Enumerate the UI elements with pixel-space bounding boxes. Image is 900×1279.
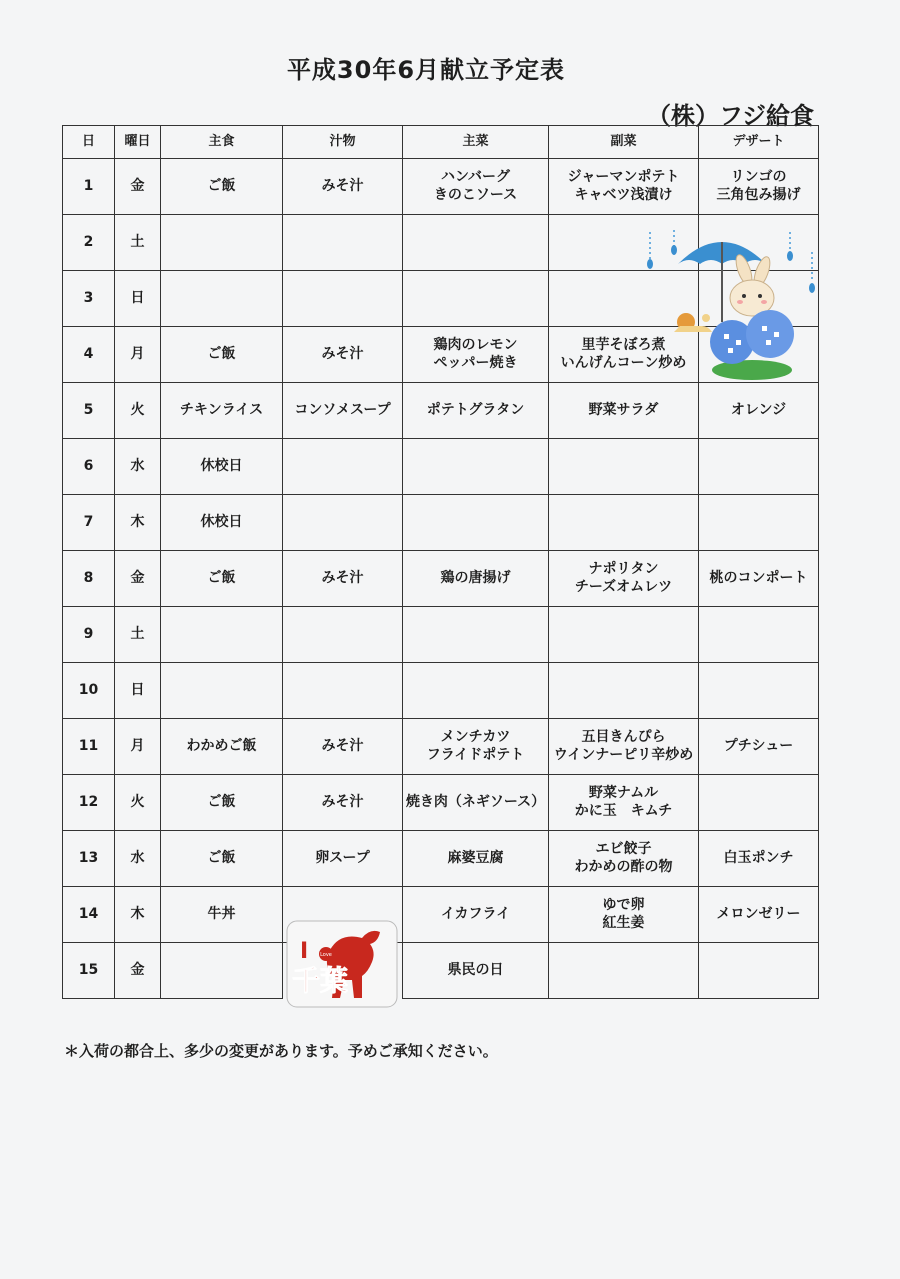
- soup-cell: みそ汁: [283, 775, 403, 831]
- table-row: [63, 831, 819, 887]
- weekday-cell: 月: [115, 327, 161, 383]
- dessert-cell-line: メロンゼリー: [716, 905, 801, 922]
- weekday-cell: 金: [115, 943, 161, 999]
- table-row: [63, 495, 819, 551]
- logo-place: 千葉: [292, 964, 349, 997]
- staple-cell: 牛丼: [161, 887, 283, 943]
- side-cell-line: 里芋そぼろ煮: [581, 337, 666, 353]
- day-cell: 15: [63, 943, 115, 999]
- col-header-side: 副菜: [549, 126, 699, 159]
- side-cell-line: 紅生姜: [602, 914, 645, 931]
- table-row: [63, 887, 819, 943]
- col-header-dessert: デザート: [699, 126, 819, 159]
- staple-cell: ご飯: [161, 831, 283, 887]
- main-cell: [403, 271, 549, 327]
- col-header-main: 主菜: [403, 126, 549, 159]
- soup-cell: みそ汁: [283, 719, 403, 775]
- side-cell: [549, 607, 699, 663]
- dessert-cell: [699, 831, 819, 887]
- side-cell-line: 野菜ナムル: [588, 785, 659, 801]
- col-header-staple: 主食: [161, 126, 283, 159]
- main-cell-line: ハンバーグ: [440, 169, 511, 185]
- dessert-cell-line: リンゴの: [730, 169, 787, 185]
- dessert-cell: [699, 663, 819, 719]
- main-cell: [403, 663, 549, 719]
- main-cell-line: ペッパー焼き: [433, 354, 518, 371]
- main-cell-line: 麻婆豆腐: [447, 849, 504, 866]
- main-cell: [403, 775, 549, 831]
- rabbit-icon: [730, 253, 774, 316]
- soup-cell: [283, 495, 403, 551]
- table-row: [63, 719, 819, 775]
- dessert-cell: [699, 495, 819, 551]
- side-cell-line: かに玉 キムチ: [574, 802, 673, 819]
- soup-cell: みそ汁: [283, 551, 403, 607]
- soup-cell: [283, 271, 403, 327]
- weekday-cell: 日: [115, 663, 161, 719]
- side-cell: [549, 663, 699, 719]
- staple-cell: ご飯: [161, 551, 283, 607]
- side-cell-line: エビ餃子: [595, 841, 652, 857]
- main-cell-line: 鶏の唐揚げ: [440, 569, 511, 586]
- table-row: [63, 383, 819, 439]
- day-cell: 8: [63, 551, 115, 607]
- table-row: [63, 551, 819, 607]
- dessert-cell-line: 三角包み揚げ: [716, 186, 801, 203]
- dessert-cell: [699, 719, 819, 775]
- weekday-cell: 金: [115, 551, 161, 607]
- weekday-cell: 日: [115, 271, 161, 327]
- dessert-cell-line: 白玉ポンチ: [723, 849, 794, 866]
- table-row: [63, 159, 819, 215]
- main-cell: [403, 607, 549, 663]
- side-cell: [549, 159, 699, 215]
- col-header-day: 日: [63, 126, 115, 159]
- weekday-cell: 水: [115, 831, 161, 887]
- staple-cell: [161, 663, 283, 719]
- weekday-cell: 火: [115, 775, 161, 831]
- day-cell: 2: [63, 215, 115, 271]
- page-title: 平成30年6月献立予定表: [286, 56, 566, 84]
- weekday-cell: 火: [115, 383, 161, 439]
- side-cell: [549, 495, 699, 551]
- staple-cell: ご飯: [161, 159, 283, 215]
- soup-cell: [283, 439, 403, 495]
- soup-cell: みそ汁: [283, 327, 403, 383]
- day-cell: 10: [63, 663, 115, 719]
- main-cell-line: フライドポテト: [426, 746, 525, 763]
- logo-love: Love: [320, 952, 332, 958]
- staple-cell: 休校日: [161, 439, 283, 495]
- main-cell: [403, 159, 549, 215]
- side-cell: [549, 887, 699, 943]
- side-cell-line: キャベツ浅漬け: [574, 186, 673, 203]
- main-cell: [403, 831, 549, 887]
- dessert-cell: [699, 383, 819, 439]
- event-cell: 県民の日: [403, 943, 549, 999]
- weekday-cell: 月: [115, 719, 161, 775]
- soup-cell: [283, 607, 403, 663]
- col-header-weekday: 曜日: [115, 126, 161, 159]
- snail-icon: [674, 313, 712, 332]
- main-cell-line: 鶏肉のレモン: [433, 337, 518, 353]
- staple-cell: [161, 607, 283, 663]
- side-cell-line: ジャーマンポテト: [567, 169, 680, 185]
- side-cell: [549, 831, 699, 887]
- weekday-cell: 金: [115, 159, 161, 215]
- company-name: （株）フジ給食: [646, 102, 814, 130]
- side-cell: [549, 439, 699, 495]
- main-cell: [403, 383, 549, 439]
- side-cell-line: ゆで卵: [602, 897, 645, 913]
- side-cell-line: チーズオムレツ: [574, 578, 673, 595]
- footnote: ＊入荷の都合上、多少の変更があります。予めご承知ください。: [64, 1042, 498, 1060]
- dessert-cell: [699, 775, 819, 831]
- day-cell: 7: [63, 495, 115, 551]
- weekday-cell: 土: [115, 215, 161, 271]
- side-cell-line: 五目きんぴら: [581, 729, 666, 745]
- main-cell-line: ポテトグラタン: [426, 401, 525, 418]
- main-cell: [403, 215, 549, 271]
- chiba-logo: [286, 920, 398, 1008]
- day-cell: 12: [63, 775, 115, 831]
- day-cell: 11: [63, 719, 115, 775]
- dessert-cell: [699, 439, 819, 495]
- table-row: [63, 439, 819, 495]
- table-row: [63, 943, 819, 999]
- table-row: [63, 775, 819, 831]
- side-cell-line: わかめの酢の物: [574, 858, 673, 875]
- day-cell: 4: [63, 327, 115, 383]
- dessert-cell: [699, 887, 819, 943]
- staple-cell: ご飯: [161, 775, 283, 831]
- dessert-cell-line: 桃のコンポート: [709, 569, 808, 586]
- dessert-cell-line: プチシュー: [723, 737, 794, 754]
- soup-cell: [283, 215, 403, 271]
- day-cell: 9: [63, 607, 115, 663]
- day-cell: 13: [63, 831, 115, 887]
- weekday-cell: 土: [115, 607, 161, 663]
- table-row: [63, 607, 819, 663]
- staple-cell: [161, 943, 283, 999]
- day-cell: 14: [63, 887, 115, 943]
- weekday-cell: 木: [115, 495, 161, 551]
- day-cell: 3: [63, 271, 115, 327]
- dessert-cell-line: オレンジ: [730, 401, 787, 418]
- side-cell: [549, 719, 699, 775]
- soup-cell: コンソメスープ: [283, 383, 403, 439]
- side-cell: [549, 943, 699, 999]
- main-cell: [403, 551, 549, 607]
- weekday-cell: 木: [115, 887, 161, 943]
- staple-cell: 休校日: [161, 495, 283, 551]
- main-cell-line: イカフライ: [440, 905, 511, 922]
- soup-cell: 卵スープ: [283, 831, 403, 887]
- weekday-cell: 水: [115, 439, 161, 495]
- side-cell-line: ウインナーピリ辛炒め: [553, 746, 694, 763]
- side-cell-line: ナポリタン: [588, 561, 659, 577]
- main-cell-line: 焼き肉（ネギソース）: [405, 793, 546, 810]
- rain-rabbit-illustration: [640, 222, 820, 387]
- staple-cell: わかめご飯: [161, 719, 283, 775]
- main-cell: [403, 327, 549, 383]
- soup-cell: [283, 663, 403, 719]
- dessert-cell: [699, 607, 819, 663]
- side-cell: [549, 775, 699, 831]
- main-cell-line: メンチカツ: [440, 729, 511, 745]
- main-cell: [403, 719, 549, 775]
- dessert-cell: [699, 943, 819, 999]
- dessert-cell: [699, 159, 819, 215]
- day-cell: 6: [63, 439, 115, 495]
- side-cell-line: いんげんコーン炒め: [560, 354, 687, 371]
- table-row: [63, 663, 819, 719]
- day-cell: 5: [63, 383, 115, 439]
- day-cell: 1: [63, 159, 115, 215]
- staple-cell: [161, 271, 283, 327]
- header-row: [63, 126, 819, 159]
- dessert-cell: [699, 551, 819, 607]
- staple-cell: ご飯: [161, 327, 283, 383]
- side-cell: [549, 383, 699, 439]
- main-cell: [403, 887, 549, 943]
- soup-cell: みそ汁: [283, 159, 403, 215]
- main-cell: [403, 439, 549, 495]
- logo-i: I: [300, 939, 309, 964]
- main-cell: [403, 495, 549, 551]
- side-cell: [549, 551, 699, 607]
- main-cell-line: きのこソース: [433, 186, 518, 203]
- staple-cell: [161, 215, 283, 271]
- col-header-soup: 汁物: [283, 126, 403, 159]
- side-cell-line: 野菜サラダ: [588, 401, 659, 418]
- staple-cell: チキンライス: [161, 383, 283, 439]
